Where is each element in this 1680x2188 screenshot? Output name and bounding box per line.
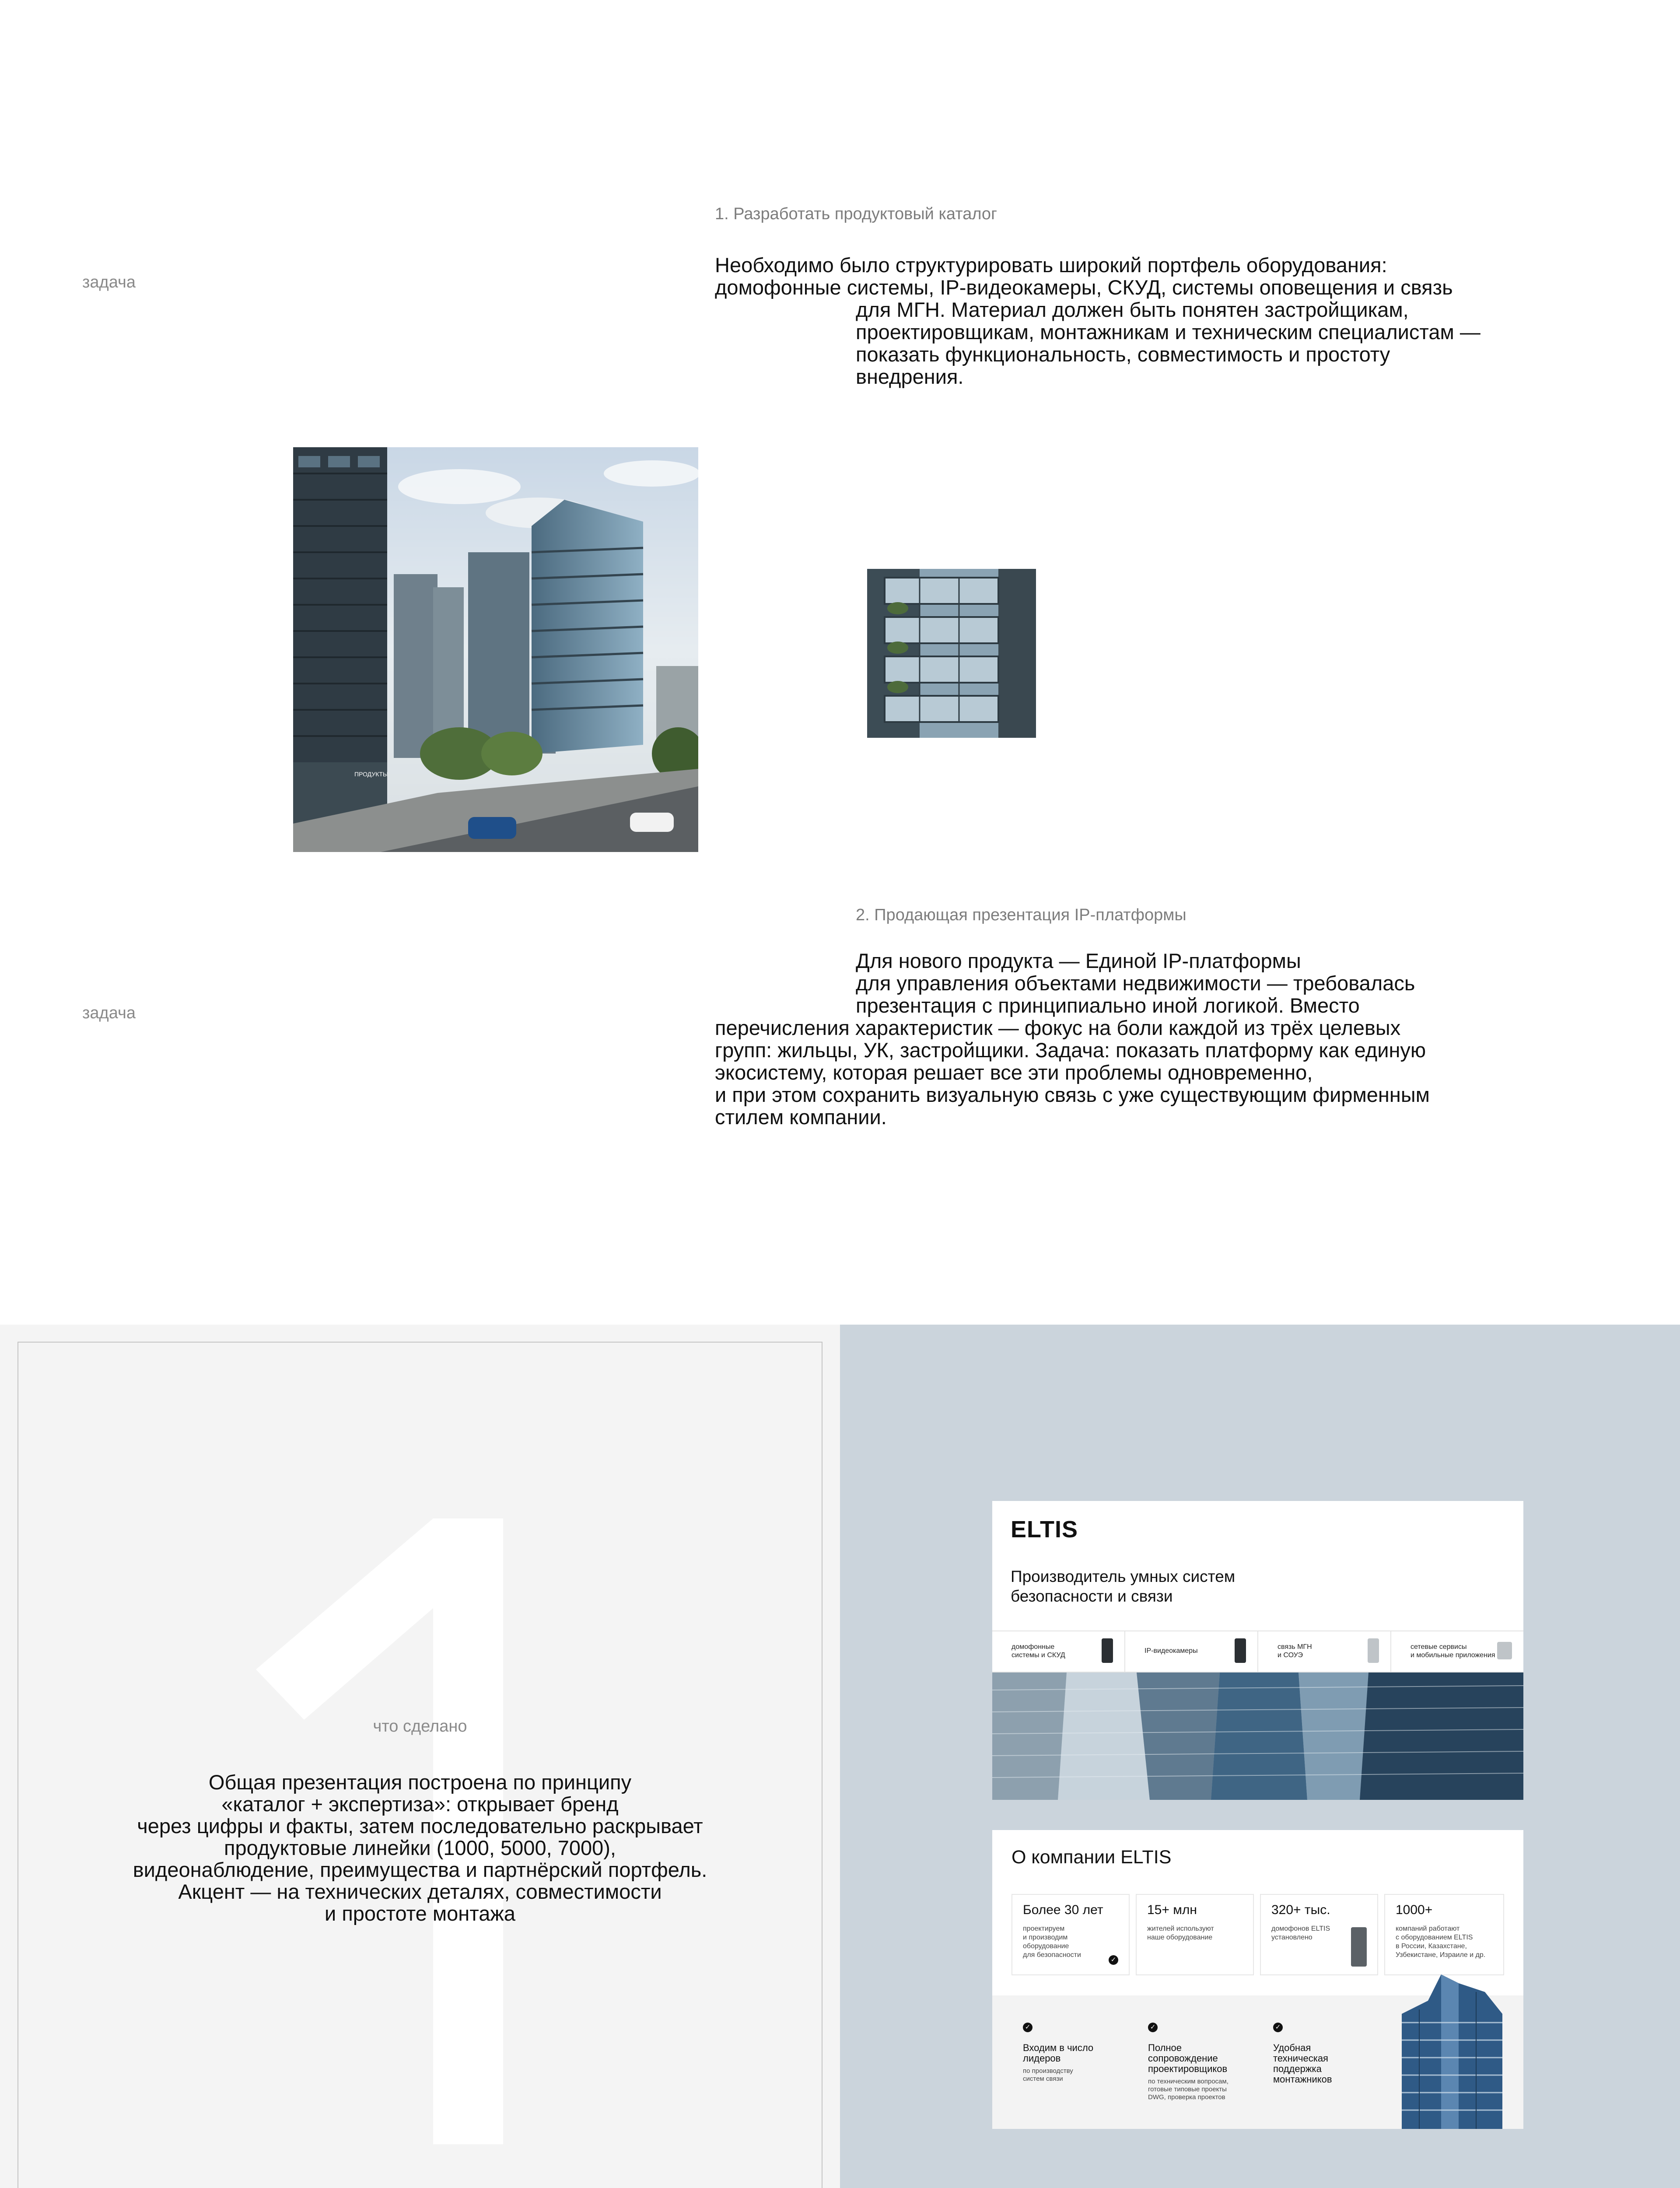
- stat-card: [1136, 1894, 1254, 1975]
- eltis-logo: ELTIS: [1011, 1516, 1078, 1543]
- category-line: связь МГН: [1278, 1643, 1312, 1651]
- text-line: Акцент — на технических деталях, совместимости: [178, 1880, 662, 1903]
- stat-desc-line: жителей используют: [1147, 1925, 1214, 1932]
- stat-desc-line: с оборудованием ELTIS: [1396, 1934, 1473, 1941]
- feature-desc-line: по техническим вопросам,: [1148, 2078, 1228, 2085]
- feature-title-line: поддержка: [1273, 2063, 1322, 2074]
- text-line: домофонные системы, IP-видеокамеры, СКУД, системы оповещения и связь: [715, 276, 1453, 299]
- text-line: групп: жильцы, УК, застройщики. Задача: показать платформу как единую: [715, 1038, 1426, 1062]
- feature-desc-line: DWG, проверка проектов: [1148, 2093, 1225, 2101]
- skyscrapers-image: [992, 1673, 1523, 1800]
- category-item: [992, 1631, 1125, 1672]
- stat-desc-line: домофонов ELTIS: [1271, 1925, 1330, 1932]
- feature-title-line: Входим в число: [1023, 2042, 1094, 2053]
- tower-image: [1371, 1974, 1523, 2129]
- category-line: сетевые сервисы: [1410, 1643, 1467, 1651]
- feature-title-line: техническая: [1273, 2053, 1328, 2064]
- text-line: для МГН. Материал должен быть понятен застройщикам,: [856, 298, 1409, 321]
- text-line: для управления объектами недвижимости — требовалась: [856, 971, 1415, 995]
- category-line: домофонные: [1012, 1643, 1055, 1651]
- stat-desc: [1147, 1925, 1242, 1942]
- done-label: что сделано: [373, 1717, 467, 1736]
- stat-card: [1012, 1894, 1130, 1975]
- slide2-title: О компании ELTIS: [1012, 1847, 1172, 1868]
- stat-value: 1000+: [1396, 1903, 1433, 1917]
- check-icon: ✓: [1273, 2023, 1283, 2032]
- stat-card: [1384, 1894, 1504, 1975]
- category-line: и СОУЭ: [1278, 1652, 1303, 1659]
- text-line: Общая презентация построена по принципу: [208, 1771, 632, 1794]
- task1-text: [715, 254, 1590, 388]
- stat-value: 15+ млн: [1147, 1903, 1197, 1917]
- text-line: стилем компании.: [715, 1105, 887, 1129]
- feature-item: [1023, 2023, 1132, 2083]
- stat-value: 320+ тыс.: [1271, 1903, 1330, 1917]
- check-icon: ✓: [1023, 2023, 1032, 2032]
- stat-desc-line: оборудование: [1023, 1943, 1069, 1950]
- stat-desc-line: установлено: [1271, 1934, 1312, 1941]
- category-item: [1258, 1631, 1391, 1672]
- category-line: системы и СКУД: [1012, 1652, 1065, 1659]
- stat-desc-line: наше оборудование: [1147, 1934, 1213, 1941]
- stat-desc-line: и производим: [1023, 1934, 1068, 1941]
- text-line: «каталог + экспертиза»: открывает бренд: [221, 1792, 619, 1816]
- slide1-subtitle: [1011, 1567, 1235, 1606]
- subtitle-line: Производитель умных систем: [1011, 1567, 1236, 1585]
- slide-about-company: [992, 1830, 1523, 2129]
- residential-complex-photo: [293, 447, 698, 852]
- stat-desc-line: для безопасности: [1023, 1951, 1081, 1959]
- feature-desc: [1148, 2078, 1262, 2101]
- stat-desc-line: в России, Казахстане,: [1396, 1943, 1467, 1950]
- task2-text: [715, 950, 1590, 1128]
- text-line: проектировщикам, монтажникам и техническим специалистам —: [856, 320, 1480, 344]
- category-item: [1391, 1631, 1523, 1672]
- intercom-device-icon: [1351, 1927, 1367, 1967]
- stat-desc-line: Узбекистане, Израиле и др.: [1396, 1951, 1486, 1959]
- category-line: и мобильные приложения: [1410, 1652, 1495, 1659]
- text-line: показать функциональность, совместимость и простоту: [856, 343, 1390, 366]
- check-icon: ✓: [1109, 1955, 1118, 1965]
- stat-card: [1260, 1894, 1378, 1975]
- feature-title-line: Удобная: [1273, 2042, 1311, 2053]
- feature-desc-line: по производству: [1023, 2067, 1073, 2075]
- category-row: [992, 1630, 1523, 1673]
- stat-desc: [1396, 1925, 1493, 1960]
- feature-desc-line: систем связи: [1023, 2075, 1063, 2083]
- feature-title-line: сопровождение: [1148, 2053, 1218, 2064]
- task1-heading: 1. Разработать продуктовый каталог: [715, 205, 997, 223]
- text-line: Необходимо было структурировать широкий портфель оборудования:: [715, 253, 1387, 277]
- stat-value: Более 30 лет: [1023, 1903, 1103, 1917]
- feature-title-line: Полное: [1148, 2042, 1182, 2053]
- stat-desc: [1023, 1925, 1118, 1960]
- shop-sign: ПРОДУКТЫ: [354, 771, 388, 778]
- feature-desc: [1023, 2067, 1132, 2083]
- task2-label: задача: [82, 1004, 136, 1022]
- text-line: продуктовые линейки (1000, 5000, 7000),: [224, 1836, 616, 1859]
- check-icon: ✓: [1148, 2023, 1158, 2032]
- task1-label: задача: [82, 273, 136, 291]
- text-line: экосистему, которая решает все эти проблемы одновременно,: [715, 1061, 1313, 1084]
- feature-title-line: монтажников: [1273, 2074, 1332, 2085]
- text-line: через цифры и факты, затем последовательно раскрывает: [137, 1814, 703, 1837]
- intercom-panel-icon: [1102, 1638, 1113, 1663]
- building-icon: [1497, 1642, 1512, 1659]
- camera-icon: [1235, 1638, 1246, 1663]
- subtitle-line: безопасности и связи: [1011, 1587, 1173, 1605]
- category-item: [1125, 1631, 1258, 1672]
- feature-title: [1273, 2043, 1374, 2085]
- feature-item: [1273, 2023, 1374, 2085]
- text-line: Для нового продукта — Единой IP-платформы: [856, 949, 1301, 972]
- call-panel-icon: [1368, 1638, 1379, 1663]
- feature-desc-line: готовые типовые проекты: [1148, 2086, 1227, 2093]
- feature-title-line: лидеров: [1023, 2053, 1061, 2064]
- slide-eltis-cover: [992, 1501, 1523, 1800]
- done-text: [18, 1771, 822, 1925]
- stat-desc-line: проектируем: [1023, 1925, 1065, 1932]
- text-line: перечисления характеристик — фокус на боли каждой из трёх целевых: [715, 1016, 1401, 1039]
- balconies-photo: [867, 569, 1036, 738]
- feature-item: [1148, 2023, 1262, 2101]
- text-line: и при этом сохранить визуальную связь с уже существующим фирменным: [715, 1083, 1430, 1106]
- text-line: видеонаблюдение, преимущества и партнёрский портфель.: [133, 1858, 707, 1881]
- stat-desc-line: компаний работают: [1396, 1925, 1460, 1932]
- feature-title-line: проектировщиков: [1148, 2063, 1228, 2074]
- text-line: внедрения.: [856, 365, 964, 388]
- text-line: и простоте монтажа: [325, 1902, 515, 1925]
- feature-title: [1023, 2043, 1132, 2064]
- feature-title: [1148, 2043, 1262, 2074]
- category-line: IP-видеокамеры: [1144, 1647, 1198, 1655]
- text-line: презентация с принципиально иной логикой. Вместо: [856, 994, 1360, 1017]
- task2-heading: 2. Продающая презентация IP-платформы: [856, 906, 1186, 924]
